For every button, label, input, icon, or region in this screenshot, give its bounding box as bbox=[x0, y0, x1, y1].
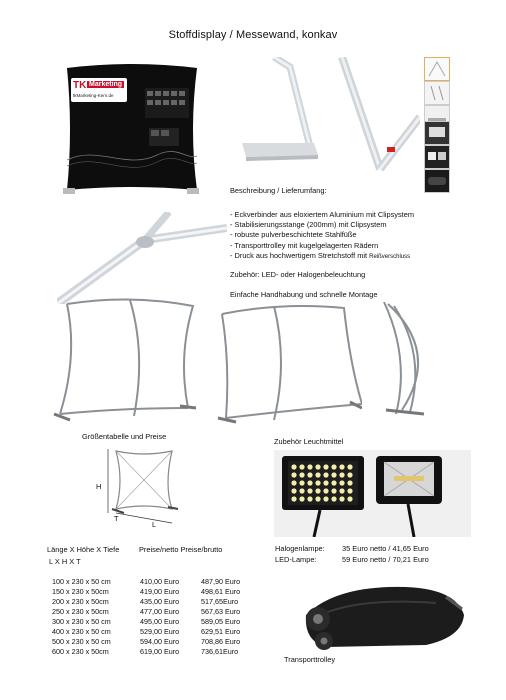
table-row bbox=[52, 627, 252, 637]
row-net: 495,00 Euro bbox=[140, 617, 180, 626]
row-size: 600 x 230 x 50cm bbox=[52, 647, 109, 656]
row-net: 619,00 Euro bbox=[140, 647, 180, 656]
banner-image bbox=[57, 60, 207, 200]
frame-diagram-front bbox=[50, 296, 200, 426]
thumbnail-2[interactable] bbox=[424, 81, 450, 105]
row-size: 200 x 230 x 50cm bbox=[52, 597, 109, 606]
row-net: 410,00 Euro bbox=[140, 577, 180, 586]
lamps-photo bbox=[274, 450, 471, 537]
row-gross: 567,63 Euro bbox=[201, 607, 241, 616]
table-row bbox=[52, 647, 252, 657]
row-gross: 629,51 Euro bbox=[201, 627, 241, 636]
row-gross: 736,61Euro bbox=[201, 647, 239, 656]
brand-tk: TK bbox=[73, 80, 87, 91]
row-net: 419,00 Euro bbox=[140, 587, 180, 596]
dimension-h: H bbox=[96, 482, 102, 491]
row-size: 400 x 230 x 50 cm bbox=[52, 627, 111, 636]
row-net: 477,00 Euro bbox=[140, 607, 180, 616]
row-gross: 498,61 Euro bbox=[201, 587, 241, 596]
trolley-photo bbox=[296, 575, 466, 653]
thumbnail-4[interactable] bbox=[424, 121, 450, 145]
dimension-t: T bbox=[114, 514, 119, 523]
column-header-prices: Preise/netto Preise/brutto bbox=[139, 545, 223, 554]
description-item: - Eckverbinder aus eloxiertem Aluminium mit Clipsystem bbox=[230, 210, 415, 219]
column-header-sub: L X H X T bbox=[49, 557, 81, 566]
row-size: 500 x 230 x 50 cm bbox=[52, 637, 111, 646]
thumbnail-5[interactable] bbox=[424, 145, 450, 169]
description-item-suffix: Reißverschluss bbox=[369, 254, 411, 260]
brand-marketing: Marketing bbox=[89, 81, 123, 88]
description-item: - Transporttrolley mit kugelgelagerten Rädern bbox=[230, 241, 379, 250]
lighting-heading: Zubehör Leuchtmittel bbox=[274, 437, 344, 446]
table-row bbox=[52, 637, 252, 647]
brand-logo bbox=[71, 78, 127, 102]
accessories-note: Zubehör: LED- oder Halogenbeleuchtung bbox=[230, 270, 366, 279]
table-row bbox=[52, 607, 252, 617]
connector-photo bbox=[57, 212, 227, 304]
description-heading: Beschreibung / Lieferumfang: bbox=[230, 186, 327, 195]
trolley-caption: Transporttrolley bbox=[284, 655, 336, 664]
brand-url: tkMarketing-Kern.de bbox=[73, 93, 114, 98]
row-size: 100 x 230 x 50 cm bbox=[52, 577, 111, 586]
halogen-label: Halogenlampe: bbox=[275, 544, 325, 553]
thumbnail-1[interactable] bbox=[424, 57, 450, 81]
table-row bbox=[52, 617, 252, 627]
frame-diagram-side bbox=[380, 302, 450, 420]
row-gross: 589,05 Euro bbox=[201, 617, 241, 626]
dimension-diagram bbox=[94, 447, 184, 529]
table-row bbox=[52, 587, 252, 597]
description-item-text: - Druck aus hochwertigem Stretchstoff mit bbox=[230, 251, 368, 260]
column-header-size: Länge X Höhe X Tiefe bbox=[47, 545, 120, 554]
description-block bbox=[230, 186, 500, 306]
size-table-heading: Größentabelle und Preise bbox=[82, 432, 167, 441]
row-size: 300 x 230 x 50 cm bbox=[52, 617, 111, 626]
led-label: LED-Lampe: bbox=[275, 555, 317, 564]
row-net: 529,00 Euro bbox=[140, 627, 180, 636]
description-item: - robuste pulverbeschichtete Stahlfüße bbox=[230, 230, 357, 239]
table-row bbox=[52, 577, 252, 587]
row-net: 594,00 Euro bbox=[140, 637, 180, 646]
description-item: - Stabilisierungsstange (200mm) mit Clipsystem bbox=[230, 220, 387, 229]
dimension-l: L bbox=[152, 520, 157, 529]
frame-foot-photo bbox=[232, 57, 420, 175]
row-gross: 517,65Euro bbox=[201, 597, 239, 606]
handling-note: Einfache Handhabung und schnelle Montage bbox=[230, 290, 378, 299]
row-size: 250 x 230 x 50cm bbox=[52, 607, 109, 616]
row-gross: 708,86 Euro bbox=[201, 637, 241, 646]
row-gross: 487,90 Euro bbox=[201, 577, 241, 586]
row-net: 435,00 Euro bbox=[140, 597, 180, 606]
halogen-price: 35 Euro netto / 41,65 Euro bbox=[342, 544, 429, 553]
frame-diagram-angle bbox=[212, 300, 362, 428]
led-price: 59 Euro netto / 70,21 Euro bbox=[342, 555, 429, 564]
price-table bbox=[52, 577, 262, 667]
table-row bbox=[52, 597, 252, 607]
row-size: 150 x 230 x 50cm bbox=[52, 587, 109, 596]
page-title: Stoffdisplay / Messewand, konkav bbox=[168, 29, 338, 41]
description-item bbox=[230, 251, 410, 260]
